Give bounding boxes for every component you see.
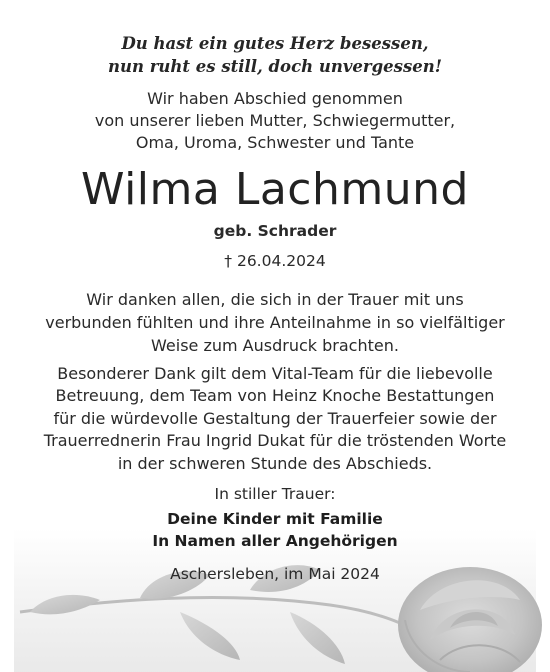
special-thanks-line: Trauerrednerin Frau Ingrid Dukat für die tröstenden Worte <box>43 431 507 451</box>
death-date: † 26.04.2024 <box>224 252 326 270</box>
motto-line: Du hast ein gutes Herz besessen, <box>121 34 429 53</box>
intro-line: Oma, Uroma, Schwester und Tante <box>135 133 415 152</box>
special-thanks-line: Besonderer Dank gilt dem Vital-Team für die liebevolle <box>57 364 493 383</box>
intro-line: von unserer lieben Mutter, Schwiegermutter, <box>94 111 456 130</box>
special-thanks-line: für die würdevolle Gestaltung der Trauerfeier sowie der <box>53 408 497 428</box>
special-thanks-paragraph <box>0 363 550 475</box>
thanks-line: verbunden fühlten und ihre Anteilnahme in so vielfältiger <box>45 313 505 332</box>
deceased-name: Wilma Lachmund <box>81 164 469 215</box>
thanks-line: Wir danken allen, die sich in der Trauer mit uns <box>86 290 464 309</box>
mourner-name: In Namen aller Angehörigen <box>152 532 398 550</box>
intro-text <box>0 88 550 154</box>
thanks-line: Weise zum Ausdruck brachten. <box>151 336 399 355</box>
birth-name: geb. Schrader <box>213 222 337 240</box>
motto-verse <box>0 32 550 78</box>
motto-line: nun ruht es still, doch unvergessen! <box>108 57 442 76</box>
special-thanks-line: Betreuung, dem Team von Heinz Knoche Bestattungen <box>55 386 495 406</box>
place-and-date: Aschersleben, im Mai 2024 <box>170 565 380 583</box>
mourning-heading: In stiller Trauer: <box>214 485 336 503</box>
leaf <box>290 612 345 664</box>
special-thanks-line: in der schweren Stunde des Abschieds. <box>117 453 433 473</box>
intro-line: Wir haben Abschied genommen <box>147 89 403 108</box>
leaf <box>30 595 100 614</box>
leaf <box>180 612 240 660</box>
thanks-paragraph <box>0 288 550 357</box>
mourners-list <box>0 508 550 552</box>
mourner-name: Deine Kinder mit Familie <box>167 510 383 528</box>
